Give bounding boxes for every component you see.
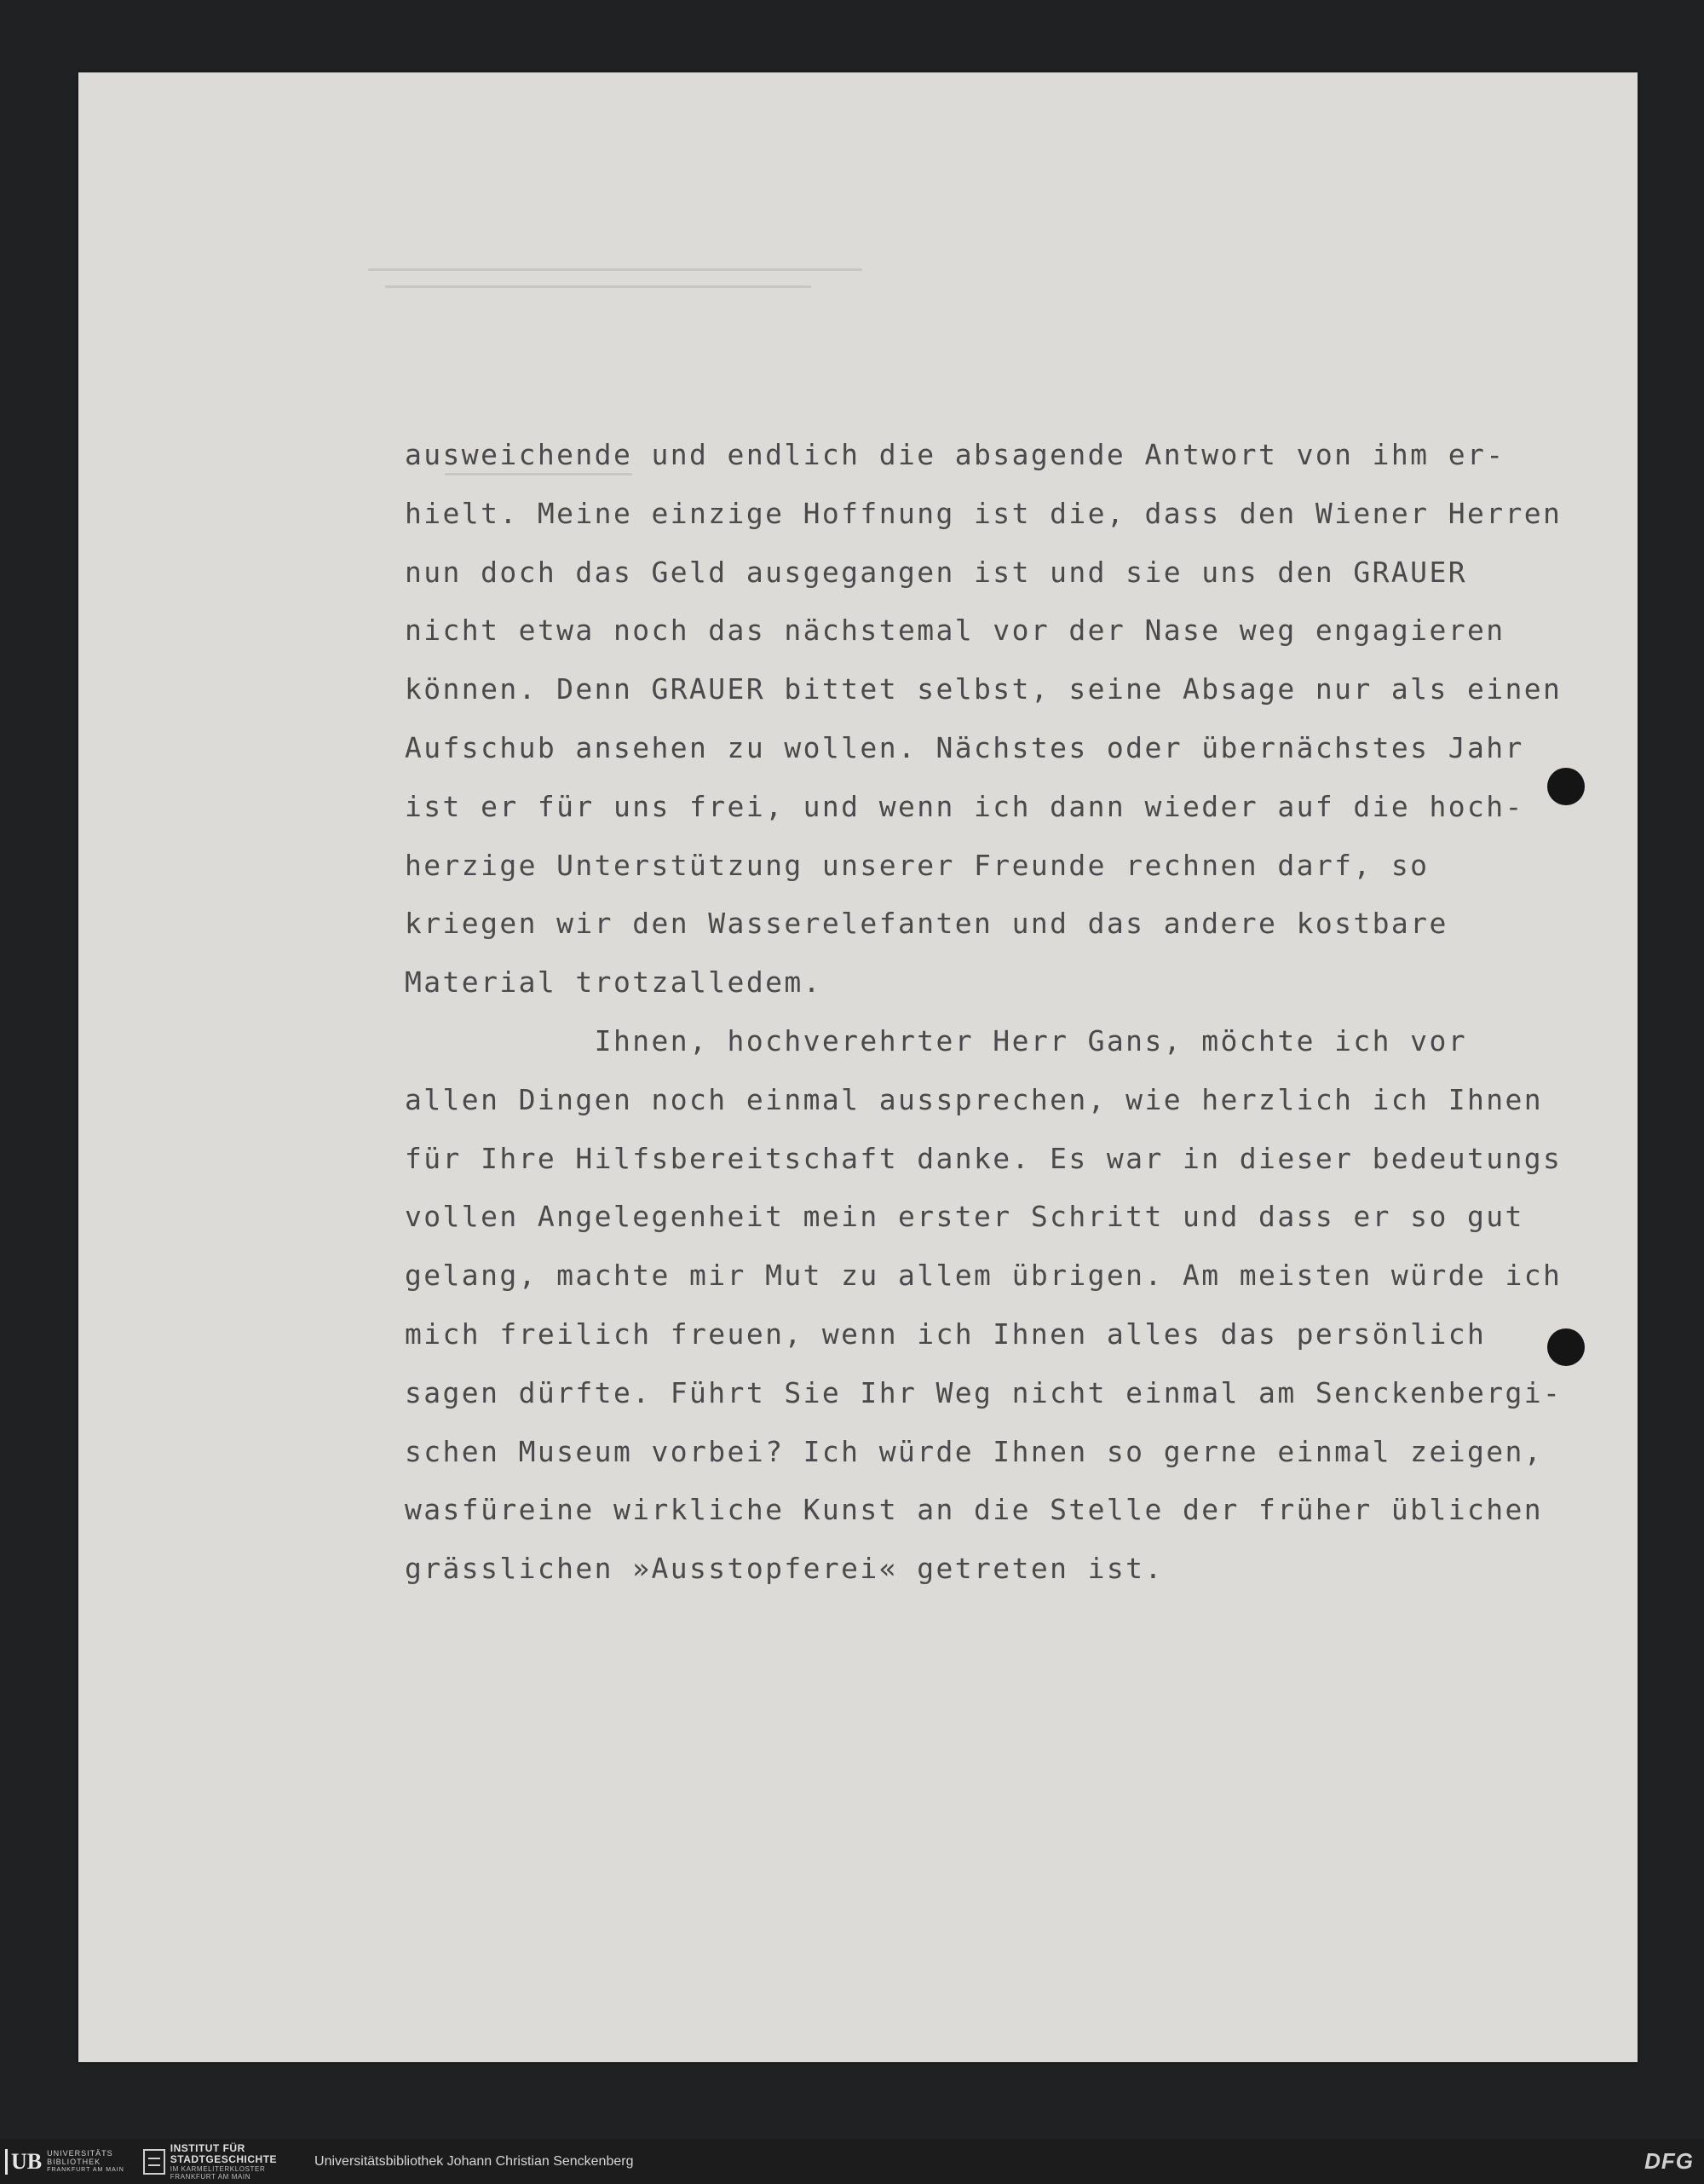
letter-body [405,426,1649,1599]
text-line: schen Museum vorbei? Ich würde Ihnen so gerne einmal zeigen, [405,1434,1544,1468]
institute-title-line: INSTITUT FÜR [170,2141,245,2154]
text-line: wasfüreine wirkliche Kunst an die Stelle der früher üblichen [405,1493,1544,1527]
institute-text [170,2143,277,2181]
ub-logo-line: BIBLIOTHEK [47,2157,101,2166]
text-line: kriegen wir den Wasserelefanten und das andere kostbare [405,907,1448,941]
punch-hole [1547,768,1585,805]
institute-sub-line: FRANKFURT AM MAIN [170,2172,251,2181]
text-line: können. Denn GRAUER bittet selbst, seine Absage nur als einen [405,672,1563,706]
viewer-footer [0,2139,1704,2184]
text-line: mich freilich freuen, wenn ich Ihnen alles das persönlich [405,1317,1487,1351]
dfg-logo[interactable]: DFG [1644,2148,1694,2174]
punch-hole [1547,1328,1585,1366]
institute-logo[interactable] [143,2143,277,2181]
text-line: allen Dingen noch einmal aussprechen, wie herzlich ich Ihnen [405,1082,1544,1116]
text-line: ist er für uns frei, und wenn ich dann wieder auf die hoch- [405,789,1524,823]
ub-logo-line: UNIVERSITÄTS [47,2148,113,2158]
text-line: grässlichen »Ausstopferei« getreten ist. [405,1552,1164,1586]
text-line: Aufschub ansehen zu wollen. Nächstes oder übernächstes Jahr [405,730,1524,764]
ub-logo-line: FRANKFURT AM MAIN [47,2166,124,2173]
show-through-line [385,285,811,288]
institute-title-line: STADTGESCHICHTE [170,2152,278,2165]
text-line: nun doch das Geld ausgegangen ist und sie uns den GRAUER [405,555,1467,589]
ub-logo-text [47,2149,124,2175]
show-through-line [368,268,862,271]
ub-logo[interactable] [5,2149,124,2175]
text-line: Ihnen, hochverehrter Herr Gans, möchte ich vor [405,1023,1467,1057]
text-line: Material trotzalledem. [405,965,822,1000]
ub-logo-mark: UB [5,2149,42,2175]
institute-building-icon [143,2149,165,2175]
library-name-link[interactable]: Universitätsbibliothek Johann Christian Senckenberg [314,2153,634,2169]
text-line: gelang, machte mir Mut zu allem übrigen. Am meisten würde ich [405,1259,1563,1293]
text-line: nicht etwa noch das nächstemal vor der Nase weg engagieren [405,614,1505,648]
text-line: herzige Unterstützung unserer Freunde rechnen darf, so [405,848,1430,882]
text-line: sagen dürfte. Führt Sie Ihr Weg nicht einmal am Senckenbergi- [405,1375,1563,1409]
institute-sub-line: IM KARMELITERKLOSTER [170,2164,266,2173]
text-line: hielt. Meine einzige Hoffnung ist die, dass den Wiener Herren [405,496,1563,530]
text-line: ausweichende und endlich die absagende Antwort von ihm er- [405,438,1505,471]
text-line: vollen Angelegenheit mein erster Schritt und dass er so gut [405,1200,1524,1234]
text-line: für Ihre Hilfsbereitschaft danke. Es war in dieser bedeutungs [405,1141,1563,1175]
